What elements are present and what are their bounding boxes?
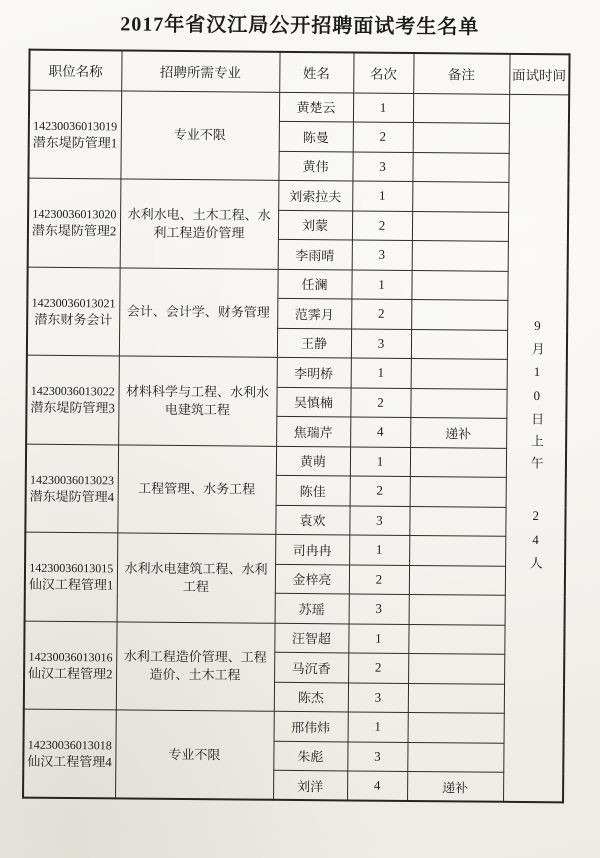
position-cell [27,267,120,356]
candidate-name-cell: 司冉冉 [275,534,349,564]
required-major-cell: 专业不限 [120,90,279,180]
candidate-rank-cell: 1 [353,92,413,122]
position-name: 潜东财务会计 [34,311,113,328]
candidate-remark-cell [409,565,505,595]
candidate-name-cell: 李雨晴 [278,239,352,269]
candidate-rank-cell: 1 [351,269,411,299]
position-cell [25,532,118,621]
candidate-rank-cell: 2 [349,564,409,594]
candidate-name-cell: 邢伟炜 [274,711,348,741]
position-cell [23,709,116,798]
position-cell [26,355,119,444]
candidate-count-text: 24人 [527,507,544,578]
candidate-name-cell: 任澜 [277,269,351,299]
candidate-remark-cell [413,93,509,123]
table-header [29,50,569,95]
interview-time-cell [503,94,569,802]
position-name: 仙汉工程管理1 [28,576,114,593]
position-cell [24,621,117,710]
position-cell [28,90,121,179]
page-title: 2017年省汉江局公开招聘面试考生名单 [120,13,480,39]
header-row [29,50,569,95]
candidate-remark-cell [410,476,506,506]
candidate-row [24,709,564,743]
candidate-rank-cell: 3 [349,505,409,535]
candidate-name-cell: 黄伟 [278,151,352,181]
candidate-rank-cell: 2 [353,122,413,152]
candidate-remark-cell [412,181,508,211]
position-code: 14230036013019 [33,118,118,134]
position-code: 14230036013016 [28,649,113,665]
position-name: 仙汉工程管理4 [27,753,112,770]
candidate-name-cell: 汪智超 [274,623,348,653]
candidate-rank-cell: 1 [348,623,408,653]
candidate-row [27,355,567,389]
candidate-name-cell: 金梓亮 [275,564,349,594]
candidate-remark-cell [409,535,505,565]
candidate-name-cell: 刘洋 [273,770,347,800]
col-header-required-major: 招聘所需专业 [121,50,279,91]
col-header-position-name: 职位名称 [29,50,121,91]
position-code: 14230036013018 [27,737,112,753]
position-name: 潜东堤防管理3 [30,399,115,416]
required-major-cell: 专业不限 [115,710,274,800]
position-code: 14230036013023 [29,472,115,488]
candidate-rank-cell: 2 [348,653,408,683]
candidate-rank-cell: 3 [347,741,407,771]
col-header-rank: 名次 [353,52,413,93]
position-name: 仙汉工程管理2 [28,665,113,682]
candidates-table [22,49,571,804]
position-name: 潜东堤防管理2 [31,222,117,239]
position-cell [25,444,118,533]
candidate-remark-cell: 递补 [410,417,506,447]
candidate-remark-cell [412,240,508,270]
candidate-remark-cell [412,152,508,182]
candidate-row [26,444,566,478]
candidate-rank-cell: 1 [349,535,409,565]
candidate-rank-cell: 3 [351,328,411,358]
candidate-name-cell: 黄萌 [276,446,350,476]
candidate-remark-cell [410,447,506,477]
position-cell [28,178,121,267]
candidate-rank-cell: 2 [350,476,410,506]
candidate-name-cell: 苏瑶 [275,593,349,623]
candidate-remark-cell [411,270,507,300]
candidate-name-cell: 朱彪 [273,741,347,771]
candidate-name-cell: 王静 [277,328,351,358]
candidate-rank-cell: 2 [351,299,411,329]
candidate-remark-cell [407,742,503,772]
candidate-remark-cell [408,712,504,742]
candidate-remark-cell [408,653,504,683]
candidate-remark-cell [410,388,506,418]
candidate-name-cell: 刘蒙 [278,210,352,240]
col-header-remark: 备注 [413,53,509,94]
candidate-name-cell: 李明桥 [277,357,351,387]
required-major-cell: 工程管理、水务工程 [117,444,276,534]
candidate-rank-cell: 3 [352,240,412,270]
candidate-name-cell: 黄楚云 [279,92,353,122]
position-code: 14230036013022 [30,383,115,399]
candidate-rank-cell: 4 [347,771,407,801]
candidate-rank-cell: 3 [349,594,409,624]
required-major-cell: 材料科学与工程、水利水电建筑工程 [118,356,277,446]
candidate-remark-cell [412,211,508,241]
candidate-remark-cell: 递补 [407,771,503,801]
candidate-rank-cell: 4 [350,417,410,447]
candidate-remark-cell [413,122,509,152]
candidate-remark-cell [409,506,505,536]
position-name: 潜东堤防管理4 [29,488,115,505]
candidate-rank-cell: 2 [350,387,410,417]
candidate-remark-cell [409,594,505,624]
candidate-rank-cell: 2 [352,210,412,240]
candidate-name-cell: 陈杰 [274,682,348,712]
candidate-name-cell: 吴慎楠 [276,387,350,417]
candidate-rank-cell: 1 [352,181,412,211]
interview-time-text: 9月10日上午 [528,317,545,478]
position-name: 潜东堤防管理1 [32,134,118,151]
required-major-cell: 水利工程造价管理、工程造价、土木工程 [116,621,275,711]
candidate-rank-cell: 1 [348,712,408,742]
col-header-name: 姓名 [279,52,353,93]
position-code: 14230036013021 [31,295,116,311]
candidate-remark-cell [411,358,507,388]
candidate-remark-cell [408,624,504,654]
candidate-name-cell: 马沉香 [274,652,348,682]
candidate-row [28,178,568,212]
position-code: 14230036013020 [32,206,117,222]
candidate-row [29,90,569,124]
table-body [23,90,569,803]
candidate-rank-cell: 3 [352,151,412,181]
candidate-name-cell: 焦瑞芹 [276,416,350,446]
candidate-remark-cell [408,683,504,713]
candidate-name-cell: 陈曼 [279,121,353,151]
required-major-cell: 水利水电建筑工程、水利工程 [117,533,276,623]
candidate-row [24,621,564,655]
candidate-rank-cell: 1 [350,446,410,476]
candidate-name-cell: 袁欢 [275,505,349,535]
required-major-cell: 水利水电、土木工程、水利工程造价管理 [120,179,279,269]
candidate-remark-cell [411,329,507,359]
required-major-cell: 会计、会计学、财务管理 [119,267,278,357]
candidate-remark-cell [411,299,507,329]
candidate-row [25,532,565,566]
candidate-row [27,267,567,301]
col-header-interview-time: 面试时间 [509,54,569,95]
candidate-rank-cell: 3 [348,682,408,712]
candidate-name-cell: 范霁月 [277,298,351,328]
candidate-name-cell: 陈佳 [276,475,350,505]
candidate-name-cell: 刘索拉夫 [278,180,352,210]
position-code: 14230036013015 [29,560,114,576]
candidate-rank-cell: 1 [351,358,411,388]
